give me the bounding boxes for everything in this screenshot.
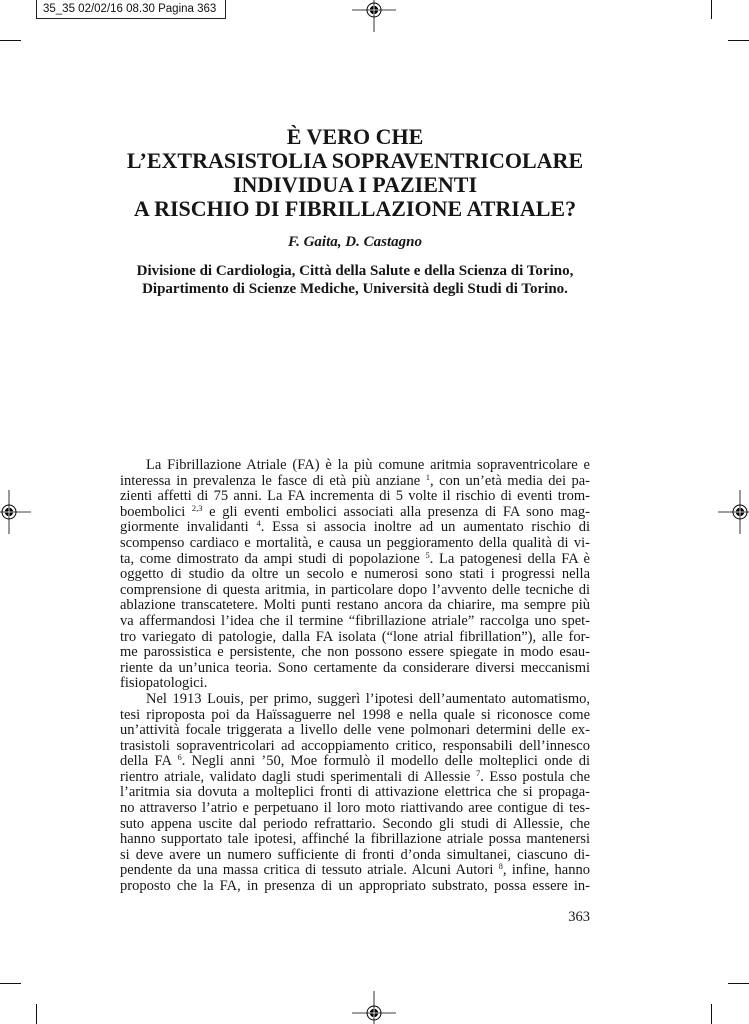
reference-superscript: 4 [256, 518, 261, 529]
text-run: l’aritmia sia dovuta a molteplici fronti di attivazione elettrica che si propaga- [120, 784, 590, 801]
text-run: . Negli anni ’50, Moe formulò il modello delle molteplici onde di [181, 753, 590, 770]
text-run: della FA [120, 753, 178, 770]
text-run: . La patogenesi della FA è [429, 550, 590, 567]
text-run: , infine, hanno [502, 862, 590, 879]
affiliation-line: Dipartimento di Scienze Mediche, Università degli Studi di Torino. [142, 281, 568, 297]
title-line: A RISCHIO DI FIBRILLAZIONE ATRIALE? [133, 196, 577, 221]
title-line: È VERO CHE [286, 124, 424, 149]
text-line [120, 863, 590, 879]
affiliation-line: Divisione di Cardiologia, Città della Salute e della Scienza di Torino, [136, 263, 574, 279]
author-affiliation [120, 262, 590, 298]
text-run: si deve avere un numero sufficiente di fronti d’onda simultanei, ciascuno di- [120, 846, 590, 863]
crop-mark-bottom-left [0, 983, 21, 984]
text-run: comprensione di questa aritmia, in particolare dopo l’avvento delle tecniche di [120, 581, 590, 598]
crop-mark-top-right-vertical [711, 0, 712, 19]
text-line [120, 598, 590, 614]
crop-mark-bottom-right-vertical [711, 1004, 712, 1024]
text-line [120, 549, 590, 568]
text-run: . Esso postula che [480, 768, 591, 785]
text-run: . Essa si associa inoltre ad un aumentato rischio di [260, 519, 590, 536]
paragraph [120, 458, 590, 692]
text-line [120, 471, 591, 490]
crop-mark-bottom-left-vertical [36, 1004, 37, 1024]
reference-superscript: 1 [425, 471, 430, 482]
reference-superscript: 2,3 [191, 502, 203, 513]
text-run: tesi riproposta poi da Haïssaguerre nel 1998 e nella quale si riconosce come [120, 706, 590, 723]
text-line [120, 567, 590, 583]
text-line [120, 832, 590, 848]
crop-mark-top-right [728, 40, 749, 41]
text-line [120, 583, 590, 599]
text-run: trasistoli sopraventricolari ad accoppiamento critico, responsabili dell’innesco [120, 737, 590, 754]
text-line [120, 848, 590, 864]
article-body [120, 458, 590, 895]
crop-mark-top-left [0, 40, 21, 41]
reference-superscript: 7 [475, 767, 481, 778]
text-run: Nel 1913 Louis, per primo, suggerì l’ipotesi dell’aumentato automatismo, [146, 690, 590, 707]
text-run: boembolici [120, 503, 192, 520]
text-line [120, 723, 590, 739]
reference-superscript: 6 [177, 752, 182, 763]
text-line [120, 458, 590, 474]
text-run: pendente da una massa critica di tessuto atriale. Alcuni Autori [120, 862, 499, 879]
page-number: 363 [568, 909, 590, 925]
text-line [120, 676, 590, 692]
text-run: va affermandosi l’idea che il termine “fibrillazione atriale” raccolga uno spet- [120, 612, 590, 629]
registration-mark-right [718, 490, 749, 534]
text-run: me parossistica e persistente, che non possono essere spiegate in modo esau- [120, 644, 590, 661]
text-line [120, 708, 590, 724]
text-run: giormente invalidanti [120, 519, 257, 536]
text-run: no attraverso l’atrio e perpetuano il loro moto riattivando aree contigue di tes- [120, 800, 590, 817]
text-run: un’attività focale triggerata a livello delle vene polmonari determini delle ex- [120, 722, 590, 739]
text-run: zienti affetti di 75 anni. La FA incrementa di 5 volte il rischio di eventi trom- [120, 488, 590, 505]
text-run: interessa in prevalenza le fasce di età più anziane [120, 472, 426, 489]
text-run: ablazione transcatetere. Molti punti restano ancora da chiarire, ma sempre più [120, 597, 590, 614]
article-title [120, 125, 590, 221]
title-line: INDIVIDUA I PAZIENTI [232, 172, 478, 197]
text-run: La Fibrillazione Atriale (FA) è la più comune aritmia sopraventricolare e [146, 457, 590, 473]
text-line [120, 661, 590, 677]
reference-superscript: 8 [498, 861, 503, 872]
text-run: tro variegato di patologie, dalla FA isolata (“lone atrial fibrillation”), alle for- [120, 628, 590, 645]
text-line [120, 801, 590, 817]
text-run: proposto che la FA, in presenza di un appropriato substrato, possa essere in- [120, 878, 590, 895]
text-line [120, 536, 590, 552]
paragraph [120, 692, 590, 895]
text-line [120, 754, 590, 770]
text-run: , con un’età media dei pa- [429, 472, 591, 489]
text-run: ta, come dimostrato da ampi studi di popolazione [120, 550, 426, 567]
title-line: L’EXTRASISTOLIA SOPRAVENTRICOLARE [126, 148, 584, 173]
registration-mark-bottom [352, 991, 396, 1024]
text-run: rientro atriale, validato dagli studi sperimentali di Allessie [120, 768, 476, 785]
text-line [120, 739, 590, 755]
print-slug: 35_35 02/02/16 08.30 Pagina 363 [36, 0, 226, 19]
text-run: fisiopatologici. [120, 675, 208, 692]
text-run: oggetto di studio da oltre un secolo e numerosi sono stati i progressi nella [120, 566, 590, 583]
text-line [120, 520, 590, 536]
text-line [120, 502, 590, 521]
text-line [120, 692, 590, 708]
text-run: e gli eventi embolici associati alla presenza di FA sono mag- [202, 503, 590, 520]
reference-superscript: 5 [425, 549, 430, 560]
text-line [120, 630, 590, 646]
article-authors: F. Gaita, D. Castagno [288, 234, 422, 250]
text-line [120, 614, 590, 630]
text-line [120, 489, 590, 505]
text-line [120, 817, 590, 833]
registration-mark-top [352, 0, 396, 32]
text-run: scompenso cardiaco e mortalità, e causa un peggioramento della qualità di vi- [120, 534, 590, 551]
text-run: riente da un’unica teoria. Sono certamente da considerare diversi meccanismi [120, 659, 590, 676]
text-line [120, 785, 590, 801]
text-line [120, 879, 590, 895]
text-line [120, 767, 591, 786]
text-run: hanno supportato tale ipotesi, affinché la fibrillazione atriale possa mantenersi [120, 831, 590, 848]
text-run: suto appena uscite dal periodo refrattario. Secondo gli studi di Allessie, che [120, 815, 590, 832]
text-line [120, 645, 590, 661]
registration-mark-left [0, 490, 31, 534]
crop-mark-bottom-right [728, 983, 749, 984]
